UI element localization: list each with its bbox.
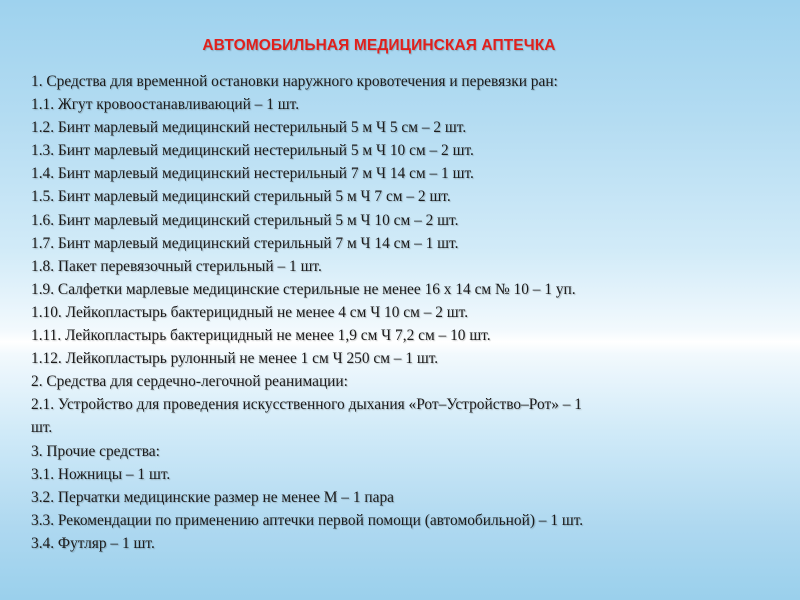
list-item: 1.12. Лейкопластырь рулонный не менее 1 см Ч 250 см – 1 шт. [31,350,439,368]
list-item: 1.3. Бинт марлевый медицинский нестерильный 5 м Ч 10 см – 2 шт. [31,142,474,160]
list-item: 1.7. Бинт марлевый медицинский стерильный 7 м Ч 14 см – 1 шт. [31,234,459,252]
list-item: 1.9. Салфетки марлевые медицинские стерильные не менее 16 х 14 см № 10 – 1 уп. [31,280,576,298]
section-heading-resuscitation: 2. Средства для сердечно-легочной реанимации: [31,373,348,391]
section-heading-bleeding: 1. Средства для временной остановки наружного кровотечения и перевязки ран: [31,73,558,90]
list-item: 3.1. Ножницы – 1 шт. [31,465,171,483]
list-item: 1.5. Бинт марлевый медицинский стерильный 5 м Ч 7 см – 2 шт. [31,188,451,206]
list-item: 3.2. Перчатки медицинские размер не менее М – 1 пара [31,488,394,506]
page-title: АВТОМОБИЛЬНАЯ МЕДИЦИНСКАЯ АПТЕЧКА [202,37,556,54]
list-item: 3.3. Рекомендации по применению аптечки первой помощи (автомобильной) – 1 шт. [31,511,584,529]
list-item: 2.1. Устройство для проведения искусственного дыхания «Рот–Устройство–Рот» – 1 [31,396,582,414]
list-item: 3.4. Футляр – 1 шт. [31,534,155,552]
list-item: 1.10. Лейкопластырь бактерицидный не менее 4 см Ч 10 см – 2 шт. [31,303,469,321]
list-item: 1.6. Бинт марлевый медицинский стерильный 5 м Ч 10 см – 2 шт. [31,211,459,229]
list-item: 1.2. Бинт марлевый медицинский нестерильный 5 м Ч 5 см – 2 шт. [31,119,467,137]
list-item-continuation: шт. [31,419,53,437]
kit-contents-list [31,70,761,555]
list-item: 1.8. Пакет перевязочный стерильный – 1 шт. [31,257,322,275]
section-heading-other: 3. Прочие средства: [31,442,160,460]
list-item: 1.1. Жгут кровоостанавливаюций – 1 шт. [31,96,300,114]
list-item: 1.11. Лейкопластырь бактерицидный не менее 1,9 см Ч 7,2 см – 10 шт. [31,327,491,345]
list-item: 1.4. Бинт марлевый медицинский нестерильный 7 м Ч 14 см – 1 шт. [31,165,474,183]
